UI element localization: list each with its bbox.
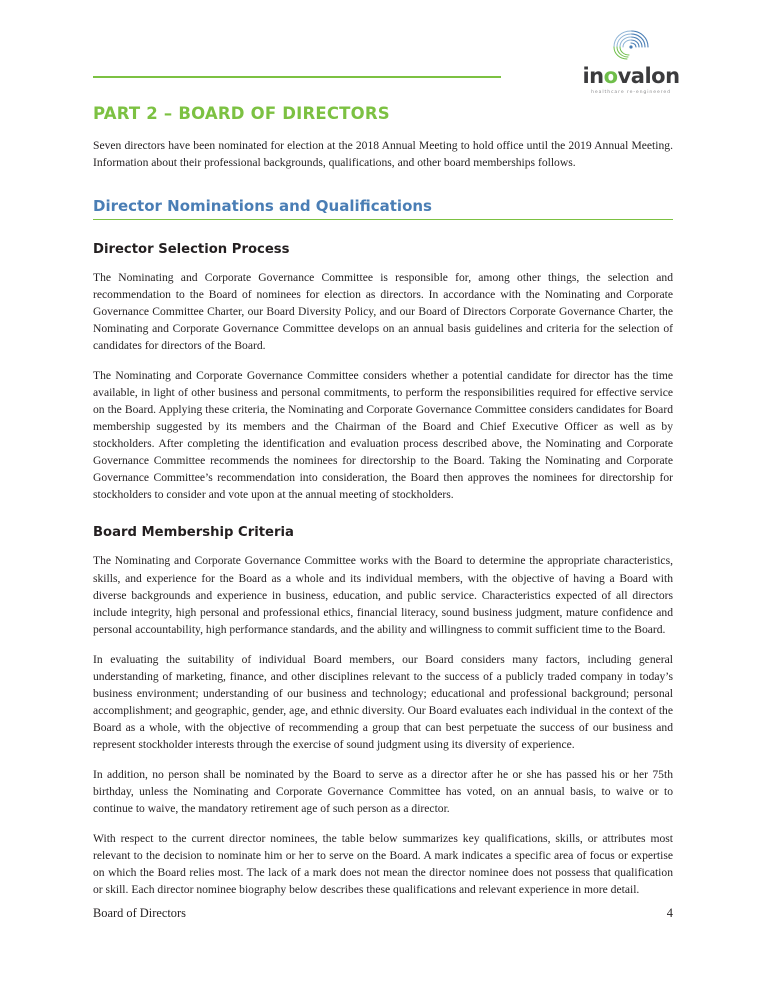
document-body xyxy=(93,104,673,911)
spiral-swirl-icon xyxy=(607,28,655,64)
footer-label: Board of Directors xyxy=(93,906,186,920)
paragraph-1: The Nominating and Corporate Governance Committee is responsible for, among other things, the selection and recommendation to the Board of nominees for election as directors. In accordance with the Nominating and Corporate Governance Committee Charter, our Board Diversity Policy, and our Board of Directors Corporate Governance Charter, the Nominating and Corporate Governance Committee develops on an annual basis guidelines and criteria for the selection of candidates for directors of the Board. xyxy=(93,271,673,353)
header-rule xyxy=(93,76,501,78)
page-title: PART 2 – BOARD OF DIRECTORS xyxy=(93,104,390,123)
subsection-heading-director-selection-process: Director Selection Process xyxy=(93,242,290,258)
logo-word-accent: o xyxy=(603,64,618,88)
paragraph-5: In addition, no person shall be nominated by the Board to serve as a director after he or she has passed his or her 75th birthday, unless the Nominating and Corporate Governance Committee has voted, on an annual basis, to waive or to continue to waive, the mandatory retirement age of such person as a director. xyxy=(93,767,673,815)
company-logo xyxy=(556,28,706,95)
subsection-heading-board-membership-criteria: Board Membership Criteria xyxy=(93,525,294,541)
paragraph-6: With respect to the current director nominees, the table below summarizes key qualifications, skills, or attributes most relevant to the decision to nominate him or her to serve on the Board. A mark indicates a specific area of focus or expertise on which the Board relies most. The lack of a mark does not mean the director nominee does not possess that qualification or skill. Each director nominee biography below describes these qualifications and relevant experience in more detail. xyxy=(93,831,673,896)
logo-wordmark xyxy=(556,66,706,87)
logo-tagline: healthcare re-engineered xyxy=(591,90,671,95)
paragraph-4: In evaluating the suitability of individual Board members, our Board considers many factors, including general understanding of marketing, finance, and other disciplines relevant to the success of a publicly traded company in today’s business environment; understanding of our business and technology; educational and professional background; personal accomplishment; and geographic, gender, age, and ethnic diversity. Our Board evaluates each individual in the context of the Board as a whole, with the objective of recommending a group that can best perpetuate the success of our business and represent stockholder interests through the exercise of sound judgment using its diversity of experience. xyxy=(93,652,673,751)
section-rule xyxy=(93,219,673,220)
section-heading-director-nominations: Director Nominations and Qualifications xyxy=(93,197,432,216)
intro-paragraph: Seven directors have been nominated for election at the 2018 Annual Meeting to hold office until the 2019 Annual Meeting. Information about their professional backgrounds, qualifications, and other board memberships follows. xyxy=(93,139,673,170)
logo-word-prefix: in xyxy=(582,64,604,88)
logo-word-suffix: valon xyxy=(617,64,680,88)
paragraph-3: The Nominating and Corporate Governance Committee works with the Board to determine the appropriate characteristics, skills, and experience for the Board as a whole and its individual members, with the objective of having a Board with diverse backgrounds and experience in business, education, and public service. Characteristics expected of all directors include integrity, high personal and professional ethics, financial literacy, sound business judgment, mature confidence and personal accountability, high performance standards, and the ability and willingness to commit sufficient time to the Board. xyxy=(93,554,673,636)
paragraph-2: The Nominating and Corporate Governance Committee considers whether a potential candidate for director has the time available, in light of other business and personal commitments, to perform the responsibilities required for effective service on the Board. Applying these criteria, the Nominating and Corporate Governance Committee considers candidates for Board membership suggested by its members and the Chairman of the Board and Chief Executive Officer as well as by stockholders. After completing the identification and evaluation process described above, the Nominating and Corporate Governance Committee recommends the nominees for directorship to the Board. Taking the Nominating and Corporate Governance Committee’s recommendation into consideration, the Board then approves the nominees for directorship for stockholders to consider and vote upon at the annual meeting of stockholders. xyxy=(93,369,673,502)
footer-page-number: 4 xyxy=(666,906,673,920)
page-footer xyxy=(93,906,673,921)
